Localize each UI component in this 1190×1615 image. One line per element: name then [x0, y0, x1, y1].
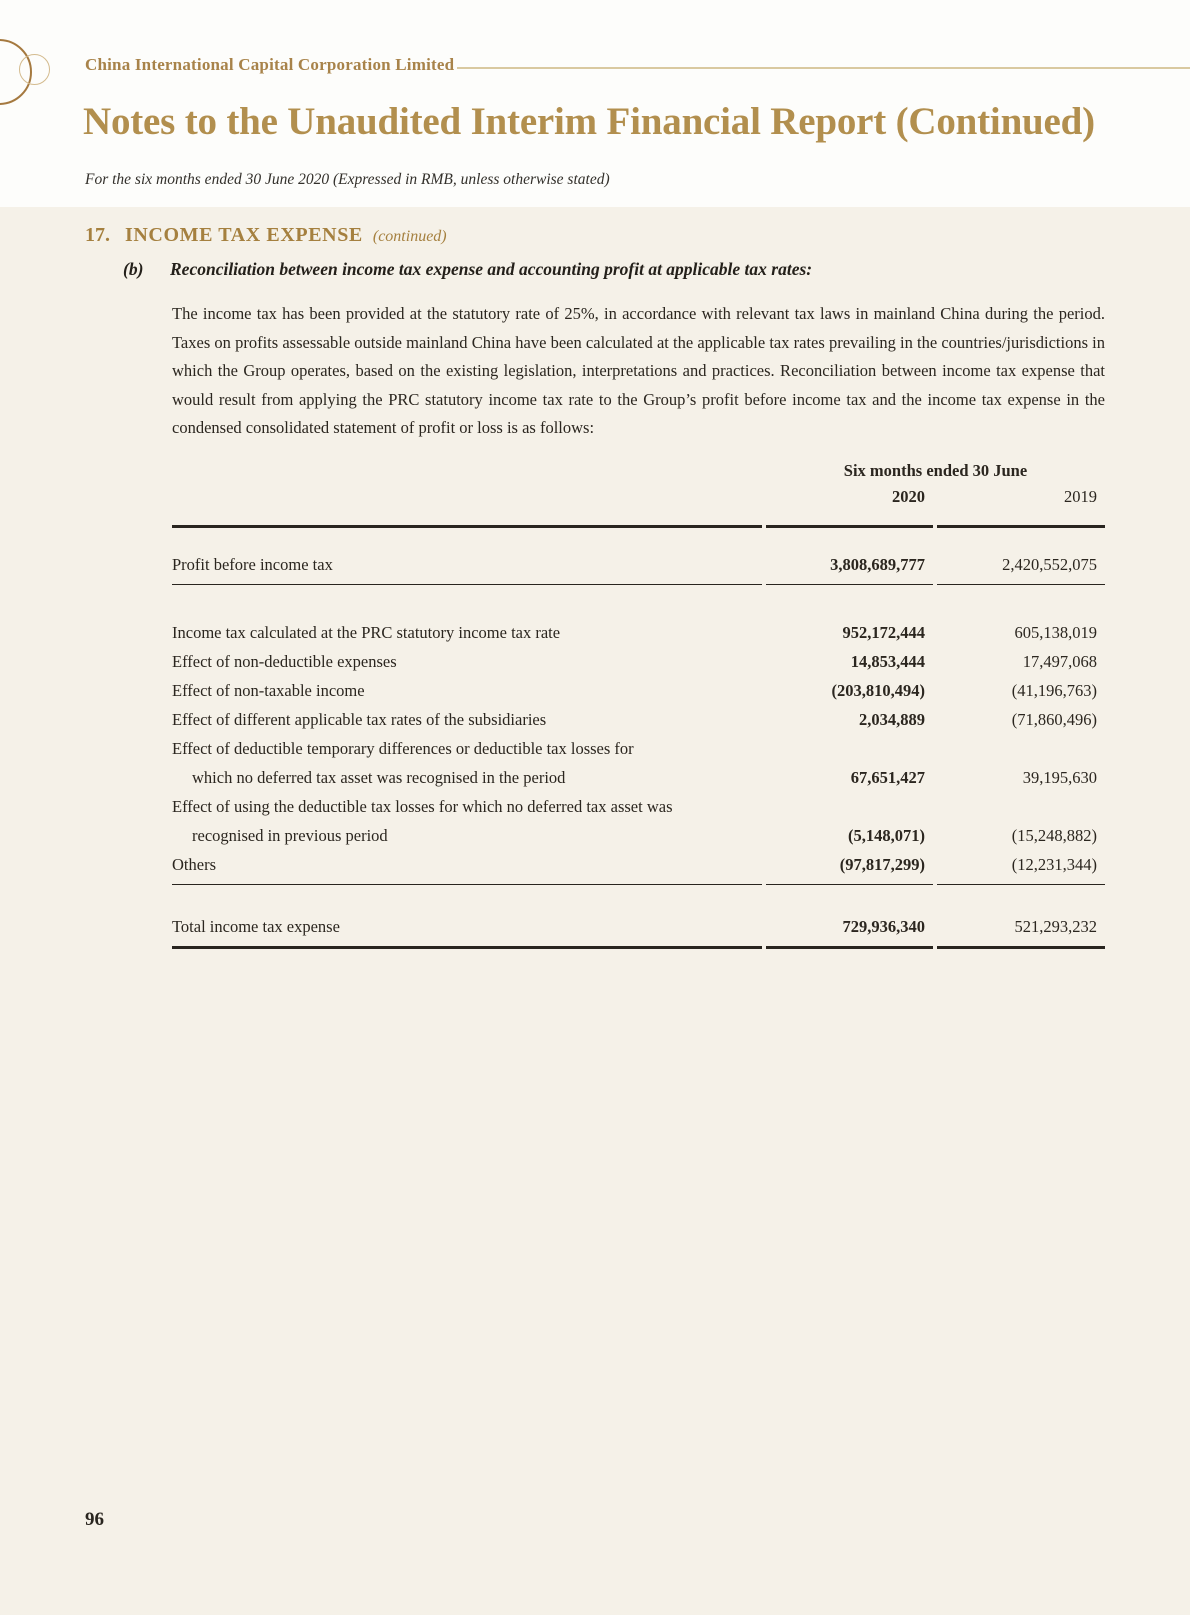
table-rule [172, 884, 1105, 885]
row-value-2019: (15,248,882) [1011, 826, 1097, 845]
table-row [172, 705, 1105, 734]
table-row [172, 618, 1105, 647]
row-label: which no deferred tax asset was recognised in the period [192, 768, 566, 787]
section-heading [85, 224, 447, 247]
row-value-2019 [937, 792, 1105, 821]
row-value-2020 [766, 792, 933, 821]
row-value-2019: (71,860,496) [1011, 710, 1097, 729]
column-header-2020: 2020 [892, 487, 925, 506]
content-area [0, 207, 1190, 1615]
row-label: Effect of non-deductible expenses [172, 652, 397, 671]
page-subtitle: For the six months ended 30 June 2020 (Expressed in RMB, unless otherwise stated) [85, 171, 610, 188]
table-row-total [172, 912, 1105, 941]
row-value-2020 [766, 734, 933, 763]
table-rule-header [172, 525, 1105, 528]
row-label: recognised in previous period [192, 826, 388, 845]
company-name: China International Capital Corporation Limited [85, 55, 455, 74]
page-header [0, 0, 1190, 207]
row-value-2019 [937, 734, 1105, 763]
row-value-2019: (12,231,344) [1011, 855, 1097, 874]
row-label: Total income tax expense [172, 917, 340, 936]
page-number: 96 [85, 1509, 104, 1530]
row-label: Effect of using the deductible tax losses for which no deferred tax asset was [172, 797, 673, 816]
table-rule [172, 584, 1105, 585]
table-spacer [172, 528, 1105, 550]
row-value-2020: 2,034,889 [859, 710, 925, 729]
reconciliation-table [172, 459, 1105, 949]
row-value-2020: (5,148,071) [848, 826, 925, 845]
table-row [172, 792, 1105, 821]
row-label: Others [172, 855, 216, 874]
table-spacer [172, 585, 1105, 618]
row-value-2020: 952,172,444 [842, 623, 925, 642]
row-label: Effect of deductible temporary differences or deductible tax losses for [172, 739, 634, 758]
table-row [172, 647, 1105, 676]
row-value-2019: 521,293,232 [1014, 917, 1097, 936]
section-number: 17. [85, 224, 110, 246]
row-value-2019: 17,497,068 [1022, 652, 1097, 671]
table-row-profit-before-tax [172, 550, 1105, 579]
row-value-2020: (203,810,494) [831, 681, 925, 700]
row-value-2020: 14,853,444 [850, 652, 925, 671]
row-value-2019: (41,196,763) [1011, 681, 1097, 700]
table-row-others [172, 850, 1105, 879]
table-row [172, 821, 1105, 850]
row-label: Profit before income tax [172, 555, 333, 574]
page-title: Notes to the Unaudited Interim Financial Report (Continued) [83, 100, 1095, 143]
table-row [172, 734, 1105, 763]
row-label: Effect of non-taxable income [172, 681, 365, 700]
body-paragraph: The income tax has been provided at the statutory rate of 25%, in accordance with relevant tax laws in mainland China during the period. Taxes on profits assessable outside mainland China have been calculated at the applicable tax rates prevailing in the countries/jurisdictions in which the Group operates, based on the existing legislation, interpretations and practices. Reconciliation between income tax expense that would result from applying the PRC statutory income tax rate to the Group’s profit before income tax and the income tax expense in the condensed consolidated statement of profit or loss is as follows: [172, 304, 1105, 438]
table-row [172, 676, 1105, 705]
row-value-2020: 729,936,340 [842, 917, 925, 936]
section-title: INCOME TAX EXPENSE [125, 224, 363, 246]
table-row [172, 763, 1105, 792]
section-continued-label: (continued) [372, 228, 447, 245]
logo-circle-small [19, 54, 50, 85]
subsection-title: Reconciliation between income tax expense and accounting profit at applicable tax rates: [170, 259, 813, 279]
period-header: Six months ended 30 June [843, 461, 1028, 480]
row-value-2020: 3,808,689,777 [830, 555, 925, 574]
row-value-2020: (97,817,299) [839, 855, 925, 874]
table-year-header-row [172, 485, 1105, 511]
row-value-2019: 2,420,552,075 [1002, 555, 1097, 574]
column-header-2019: 2019 [1064, 487, 1097, 506]
subsection-heading [123, 259, 812, 280]
header-divider [457, 67, 1190, 69]
table-spacer [172, 885, 1105, 912]
row-label: Effect of different applicable tax rates of the subsidiaries [172, 710, 547, 729]
table-rule-total [172, 946, 1105, 949]
row-value-2019: 605,138,019 [1014, 623, 1097, 642]
subsection-label: (b) [123, 259, 144, 279]
row-label: Income tax calculated at the PRC statutory income tax rate [172, 623, 561, 642]
table-period-header-row [172, 459, 1105, 485]
row-value-2020: 67,651,427 [850, 768, 925, 787]
row-value-2019: 39,195,630 [1022, 768, 1097, 787]
